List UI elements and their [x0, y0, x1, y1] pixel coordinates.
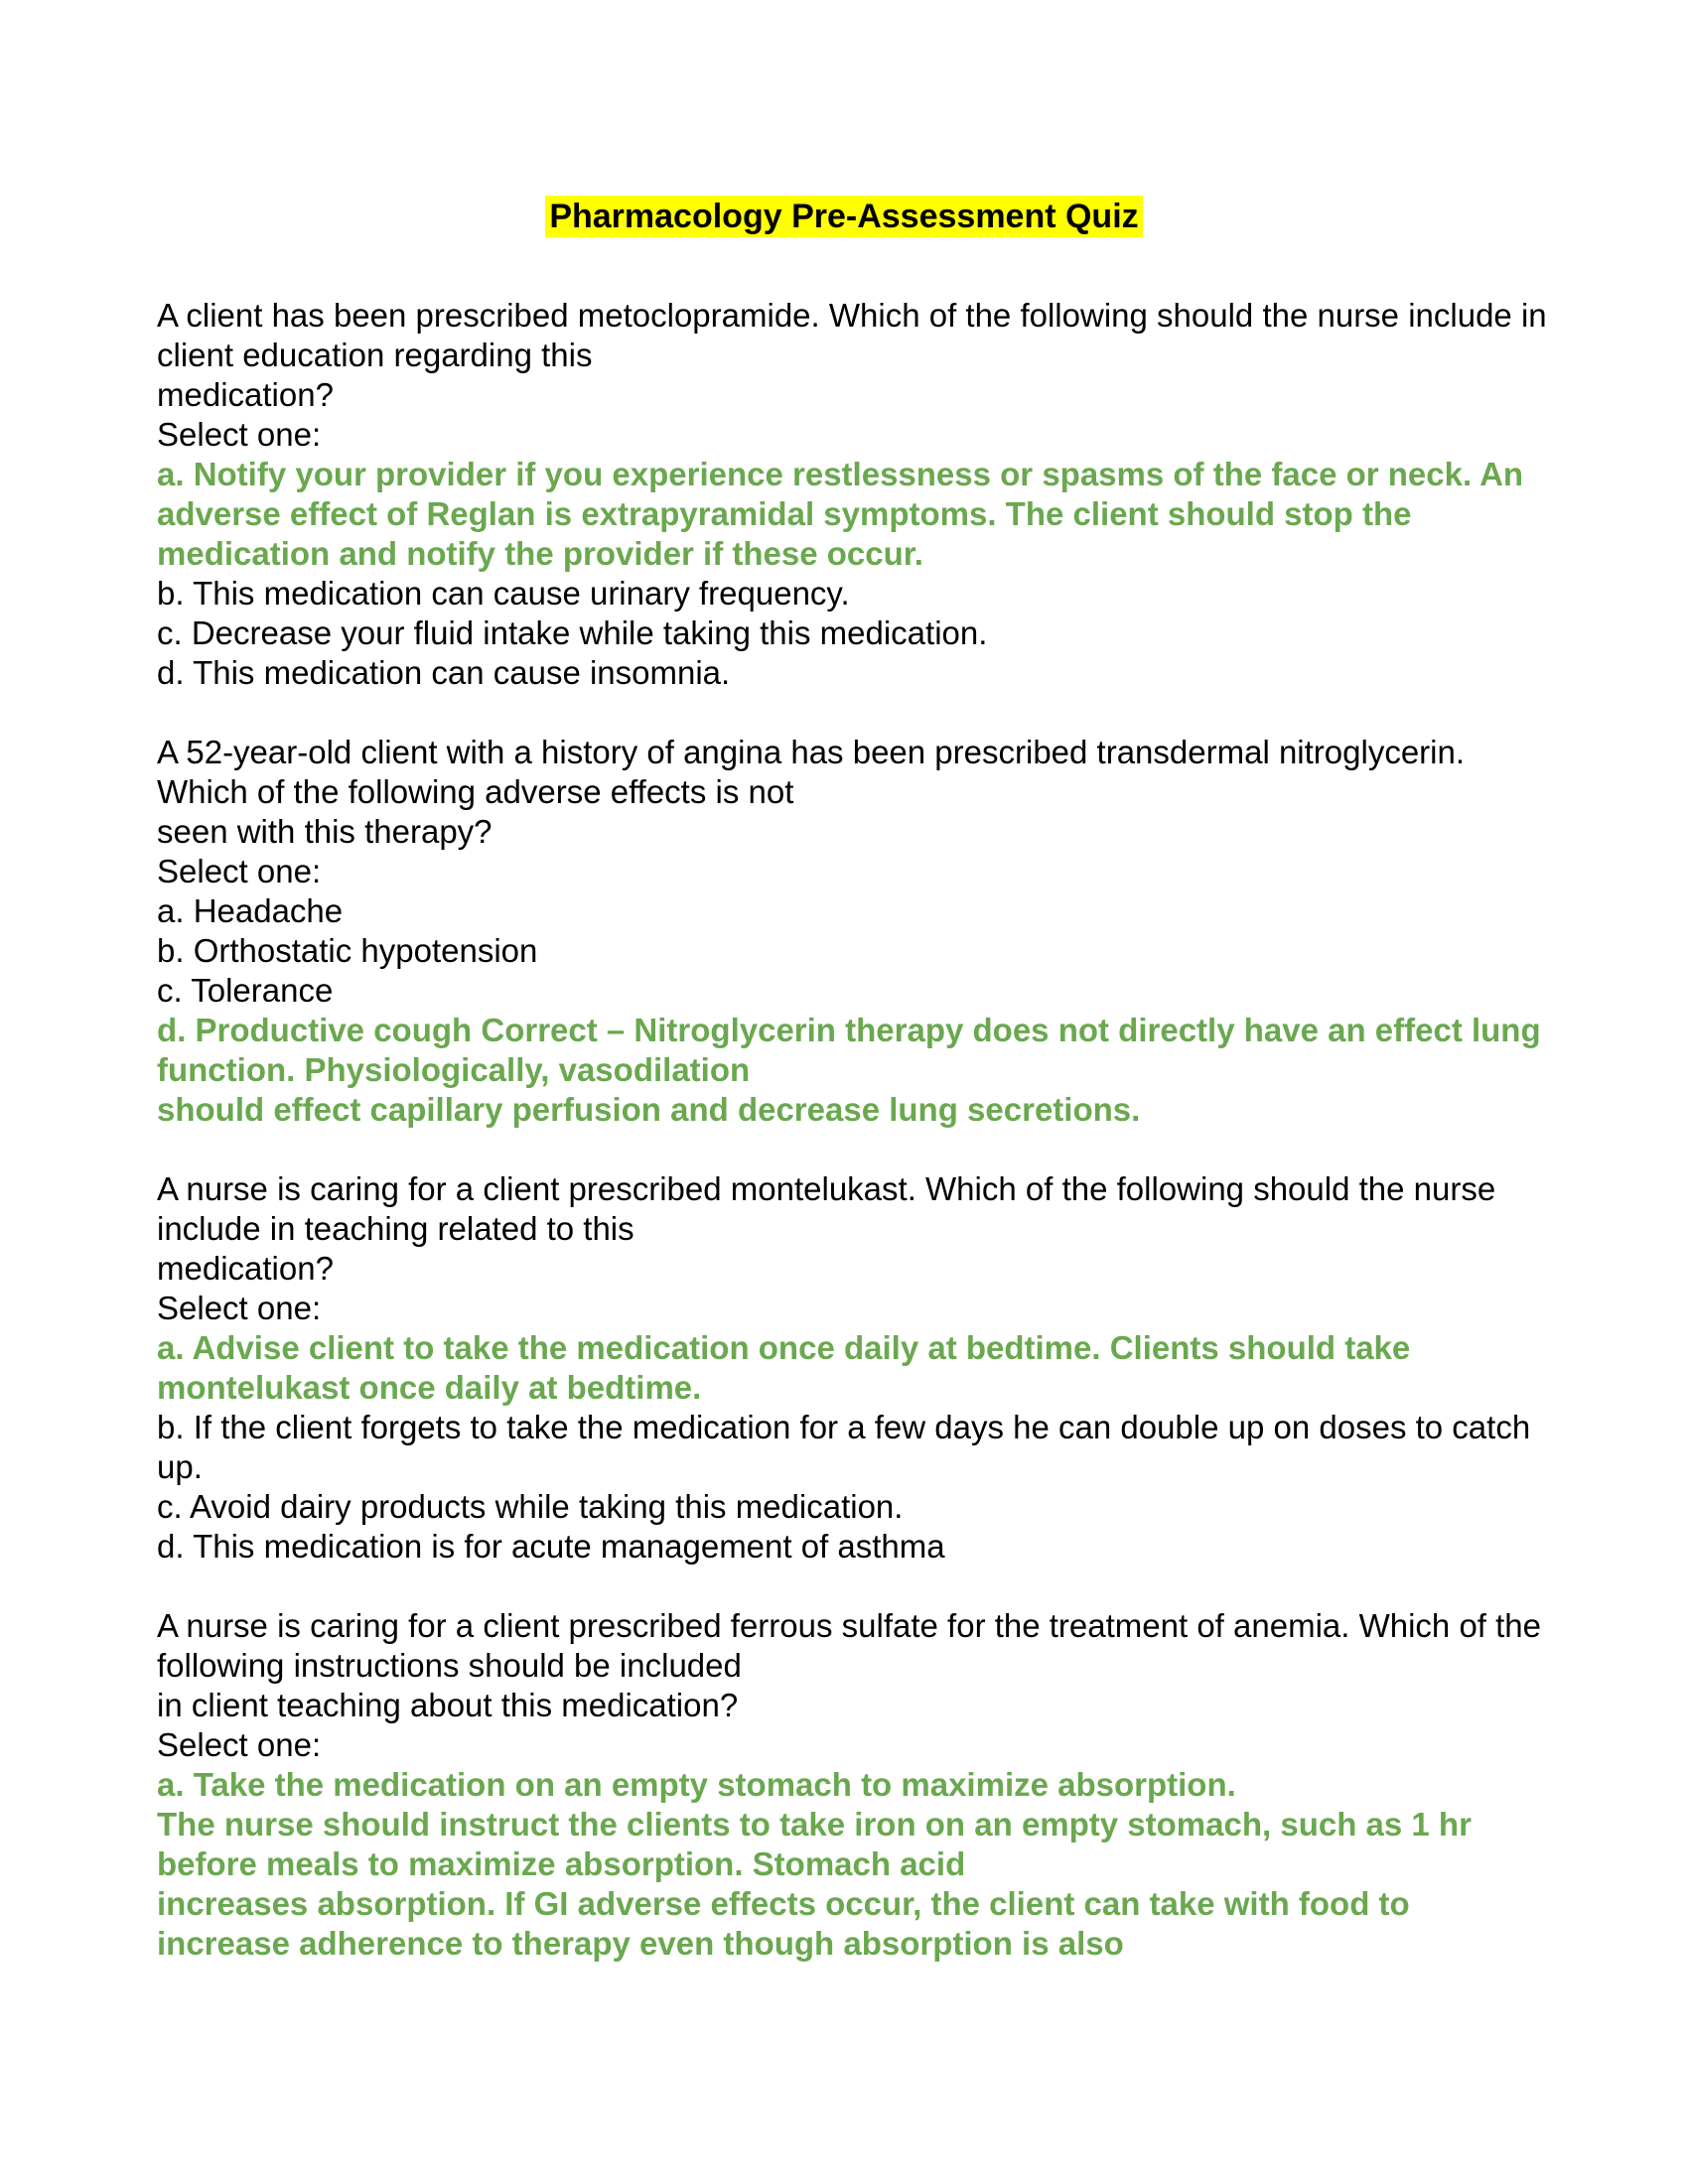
question-block-2	[157, 733, 1541, 1130]
correct-answer-line: should effect capillary perfusion and decrease lung secretions.	[157, 1091, 1141, 1128]
quiz-title-row	[157, 196, 1531, 243]
option-line: b. Orthostatic hypotension	[157, 932, 538, 969]
correct-answer-line: increases absorption. If GI adverse effects occur, the client can take with food to	[157, 1885, 1410, 1922]
question-block-3	[157, 1169, 1531, 1567]
correct-answer-line: function. Physiologically, vasodilation	[157, 1051, 751, 1088]
option-line: b. If the client forgets to take the medication for a few days he can double up on doses to catch	[157, 1409, 1531, 1445]
question-stem-line: A nurse is caring for a client prescribed ferrous sulfate for the treatment of anemia. Which of the	[157, 1607, 1542, 1644]
question-stem-line: seen with this therapy?	[157, 813, 492, 850]
select-one-prompt: Select one:	[157, 416, 322, 453]
question-stem-line: A nurse is caring for a client prescribed montelukast. Which of the following should the nurse	[157, 1170, 1496, 1207]
question-stem-line: in client teaching about this medication?	[157, 1687, 739, 1723]
select-one-prompt: Select one:	[157, 1726, 322, 1763]
correct-answer-line: a. Advise client to take the medication once daily at bedtime. Clients should take	[157, 1329, 1411, 1366]
select-one-prompt: Select one:	[157, 853, 322, 889]
option-line: d. This medication can cause insomnia.	[157, 654, 731, 691]
question-block-4	[157, 1606, 1542, 1964]
option-line: up.	[157, 1448, 203, 1485]
option-line: c. Tolerance	[157, 972, 334, 1009]
question-stem-line: A 52-year-old client with a history of angina has been prescribed transdermal nitroglycerin.	[157, 734, 1466, 770]
correct-answer-line: adverse effect of Reglan is extrapyramidal symptoms. The client should stop the	[157, 495, 1412, 532]
option-line: c. Avoid dairy products while taking this medication.	[157, 1488, 904, 1525]
question-stem-line: include in teaching related to this	[157, 1210, 634, 1247]
correct-answer-line: The nurse should instruct the clients to take iron on an empty stomach, such as 1 hr	[157, 1806, 1472, 1843]
question-stem-line: client education regarding this	[157, 337, 593, 373]
quiz-title: Pharmacology Pre-Assessment Quiz	[545, 196, 1142, 237]
option-line: d. This medication is for acute management of asthma	[157, 1528, 945, 1565]
option-line: a. Headache	[157, 892, 344, 929]
select-one-prompt: Select one:	[157, 1290, 322, 1326]
question-stem-line: following instructions should be included	[157, 1647, 742, 1684]
question-stem-line: medication?	[157, 1250, 334, 1287]
questions-container	[157, 296, 1547, 1964]
correct-answer-line: montelukast once daily at bedtime.	[157, 1369, 702, 1406]
correct-answer-line: increase adherence to therapy even though absorption is also	[157, 1925, 1124, 1962]
correct-answer-line: a. Notify your provider if you experience restlessness or spasms of the face or neck. An	[157, 456, 1524, 492]
correct-answer-line: medication and notify the provider if these occur.	[157, 535, 923, 572]
correct-answer-line: a. Take the medication on an empty stomach to maximize absorption.	[157, 1766, 1236, 1803]
question-block-1	[157, 296, 1547, 693]
option-line: b. This medication can cause urinary frequency.	[157, 575, 850, 612]
option-line: c. Decrease your fluid intake while taking this medication.	[157, 614, 988, 651]
question-stem-line: medication?	[157, 376, 334, 413]
question-stem-line: Which of the following adverse effects is not	[157, 773, 794, 810]
question-stem-line: A client has been prescribed metoclopramide. Which of the following should the nurse include in	[157, 297, 1547, 334]
correct-answer-line: d. Productive cough Correct – Nitroglycerin therapy does not directly have an effect lung	[157, 1012, 1541, 1048]
correct-answer-line: before meals to maximize absorption. Stomach acid	[157, 1845, 966, 1882]
